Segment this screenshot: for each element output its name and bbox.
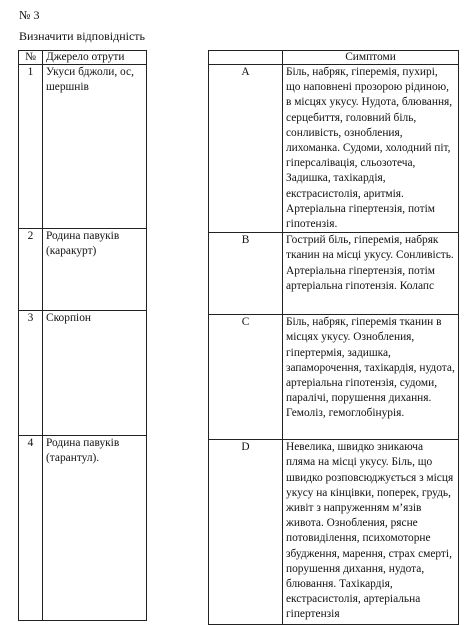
- sources-table: [18, 50, 147, 621]
- source-name: Родина павуків (тарантул).: [43, 436, 147, 621]
- symptom-letter: D: [209, 440, 283, 625]
- source-name: Родина павуків (каракурт): [43, 229, 147, 311]
- symptom-text: Невелика, швидко зникаюча пляма на місці укусу. Біль, що швидко розповсюджується з місця укусу на кінцівки, поперек, грудь, живіт з напруженням м’язів живота. Ознобления, рясне потовиділення, психомоторне збудження, марення, страх смерті, порушення дихання, нудота, блювання. Тахікардія, екстрасистолія, артеріальна гіпертензія: [283, 440, 459, 625]
- source-name: Скорпіон: [43, 311, 147, 436]
- symptom-text: Біль, набряк, гіперемія, пухирі, що наповнені прозорою рідиною, в місцях укусу. Нудота, блювання, серцебиття, головний біль, сонливість, ознобления, лихоманка. Судоми, холодний піт, гіперсалівація, сльозотеча, Задишка, тахікардія, екстрасистолія, аритмія. Артеріальна гіпертензія, потім гіпотензія.: [283, 65, 459, 233]
- symptoms-header-row: [209, 51, 459, 65]
- source-name: Укуси бджоли, ос, шершнів: [43, 65, 147, 229]
- sources-header-row: [19, 51, 147, 65]
- header-number: №: [19, 51, 43, 65]
- symptom-text: Гострий біль, гіперемія, набряк тканин на місці укусу. Сонливість. Артеріальна гіпертензія, потім артеріальна гіпотензія. Колапс: [283, 233, 459, 315]
- symptom-row: [209, 440, 459, 625]
- source-number: 2: [19, 229, 43, 311]
- symptom-row: [209, 65, 459, 233]
- symptom-text: Біль, набряк, гіперемія тканин в місцях укусу. Ознобления, гіпертермія, задишка, запаморочення, тахікардія, нудота, артеріальна гіпотензія, судоми, паралічі, порушення дихання. Гемоліз, гемоглобінурія.: [283, 315, 459, 440]
- header-source: Джерело отрути: [43, 51, 147, 65]
- source-number: 3: [19, 311, 43, 436]
- symptoms-table: [208, 50, 459, 625]
- task-instruction: Визначити відповідність: [19, 29, 145, 43]
- header-symptoms: Симптоми: [283, 51, 459, 65]
- symptom-letter: B: [209, 233, 283, 315]
- symptom-row: [209, 233, 459, 315]
- symptom-row: [209, 315, 459, 440]
- source-row: [19, 65, 147, 229]
- source-row: [19, 311, 147, 436]
- source-number: 1: [19, 65, 43, 229]
- task-number: № 3: [19, 8, 40, 22]
- header-letter: [209, 51, 283, 65]
- source-row: [19, 436, 147, 621]
- source-row: [19, 229, 147, 311]
- symptom-letter: C: [209, 315, 283, 440]
- symptom-letter: A: [209, 65, 283, 233]
- source-number: 4: [19, 436, 43, 621]
